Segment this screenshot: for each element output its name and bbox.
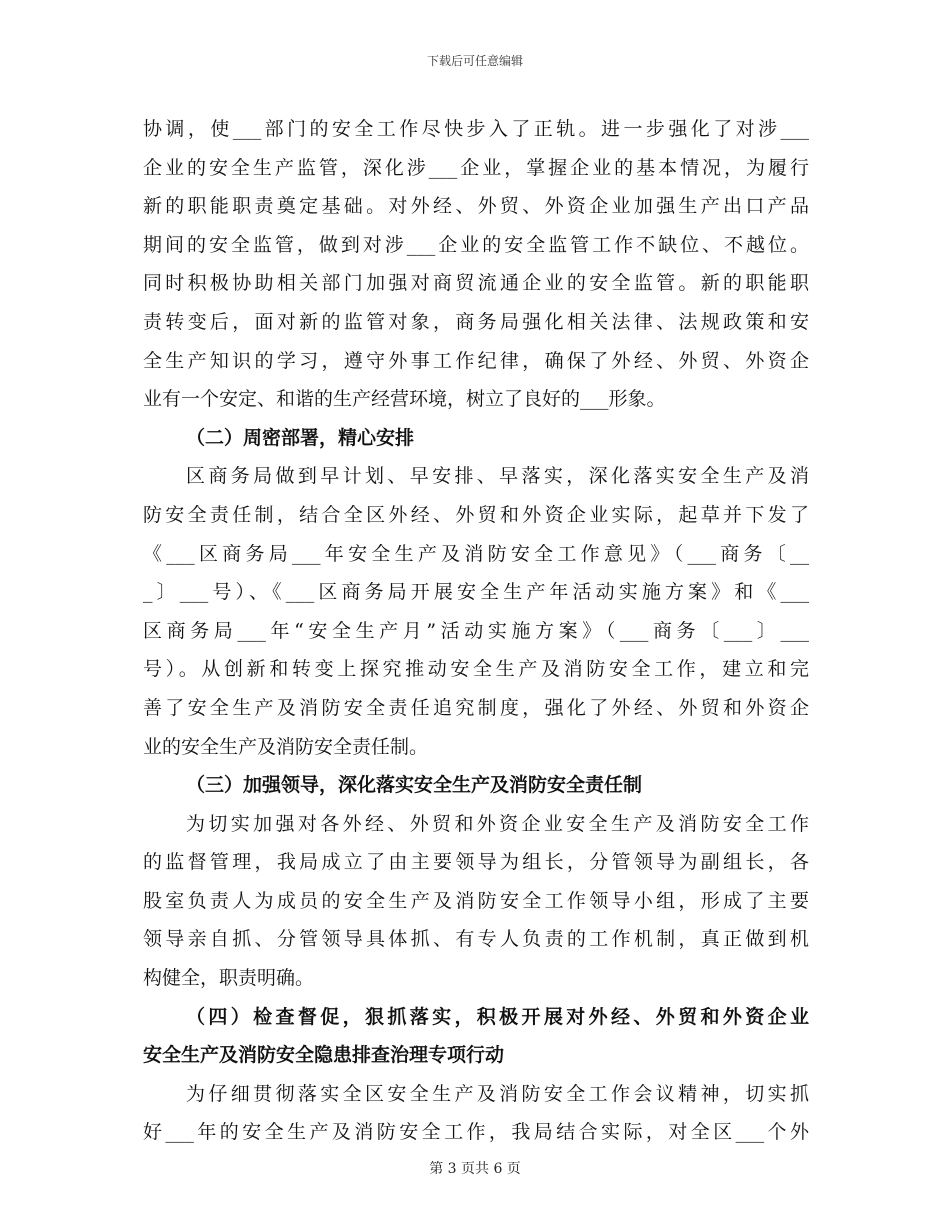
body-line: 号）。从创新和转变上探究推动安全生产及消防安全工作，建立和完 (143, 658, 809, 681)
body-line: 协调，使___部门的安全工作尽快步入了正轨。进一步强化了对涉___ (143, 118, 809, 140)
body-line: 好___年的安全生产及消防安全工作，我局结合实际，对全区___个外 (143, 1121, 809, 1144)
body-line: 业的安全生产及消防安全责任制。 (143, 735, 429, 758)
body-line: 企业的安全生产监管，深化涉___企业，掌握企业的基本情况，为履行 (143, 156, 809, 179)
body-line: 股室负责人为成员的安全生产及消防安全工作领导小组，形成了主要 (143, 889, 809, 912)
body-line: 全生产知识的学习，遵守外事工作纪律，确保了外经、外贸、外资企 (143, 349, 809, 372)
body-line: 善了安全生产及消防安全责任追究制度，强化了外经、外贸和外资企 (143, 696, 809, 719)
body-line: 期间的安全监管，做到对涉___企业的安全监管工作不缺位、不越位。 (143, 233, 809, 256)
body-line: 防安全责任制，结合全区外经、外贸和外资企业实际，起草并下发了 (143, 503, 809, 526)
section-heading: （二）周密部署，精心安排 (186, 426, 415, 449)
page-number: 第 3 页共 6 页 (429, 1161, 521, 1177)
body-line: 新的职能职责奠定基础。对外经、外贸、外资企业加强生产出口产品 (143, 195, 809, 218)
body-line: 领导亲自抓、分管领导具体抓、有专人负责的工作机制，真正做到机 (143, 928, 809, 951)
document-body (143, 110, 809, 1152)
body-line: _〕___号）、《___区商务局开展安全生产年活动实施方案》和《___ (143, 581, 809, 604)
body-line: 责转变后，面对新的监管对象，商务局强化相关法律、法规政策和安 (143, 310, 809, 333)
body-line: 为仔细贯彻落实全区安全生产及消防安全工作会议精神，切实抓 (186, 1082, 809, 1105)
body-line: 区商务局做到早计划、早安排、早落实，深化落实安全生产及消 (186, 465, 809, 488)
body-line: 区商务局___年“安全生产月”活动实施方案》（___商务〔___〕___ (143, 619, 809, 642)
section-heading-continued: 安全生产及消防安全隐患排查治理专项行动 (143, 1044, 505, 1067)
section-heading: （三）加强领导，深化落实安全生产及消防安全责任制 (186, 774, 643, 797)
body-line: 为切实加强对各外经、外贸和外资企业安全生产及消防安全工作 (186, 812, 809, 835)
body-line: 业有一个安定、和谐的生产经营环境，树立了良好的___形象。 (143, 388, 666, 411)
section-heading: （四）检查督促，狠抓落实，积极开展对外经、外贸和外资企业 (186, 1005, 809, 1028)
body-line: 《___区商务局___年安全生产及消防安全工作意见》（___商务〔__ (143, 542, 809, 565)
body-line: 构健全，职责明确。 (143, 967, 315, 990)
body-line: 的监督管理，我局成立了由主要领导为组长，分管领导为副组长，各 (143, 851, 809, 874)
body-line: 同时积极协助相关部门加强对商贸流通企业的安全监管。新的职能职 (143, 272, 809, 295)
page-header: 下载后可任意编辑 (426, 54, 523, 68)
